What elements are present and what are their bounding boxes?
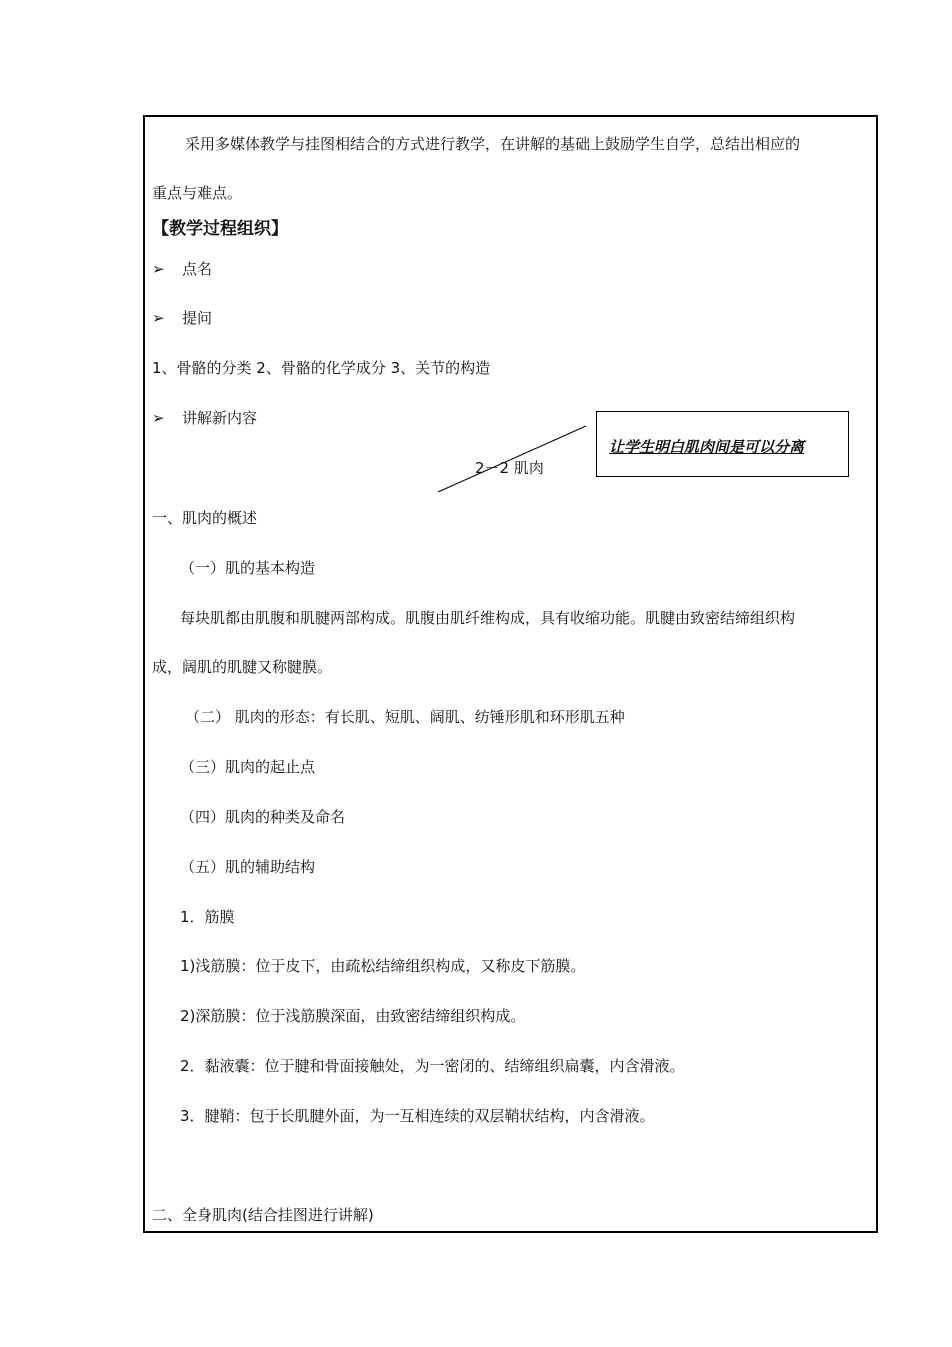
bullet-new-content: [152, 408, 257, 428]
bullet-label: 点名: [182, 260, 213, 278]
item-3: 3．腱鞘：包于长肌腱外面，为一互相连续的双层鞘状结构，内含滑液。: [180, 1107, 655, 1125]
intro-line-2: 重点与难点。: [152, 184, 243, 202]
arrow-bullet-icon: ➢: [152, 260, 165, 278]
item-1a: 1)浅筋膜：位于皮下，由疏松结缔组织构成，又称皮下筋膜。: [180, 957, 586, 975]
overview-heading: 一、肌肉的概述: [152, 509, 258, 527]
section-title: 【教学过程组织】: [152, 219, 288, 239]
whole-body-heading: 二、全身肌肉(结合挂图进行讲解): [152, 1206, 374, 1224]
arrow-bullet-icon: ➢: [152, 409, 165, 427]
review-items: 1、骨骼的分类 2、骨骼的化学成分 3、关节的构造: [152, 359, 491, 377]
bullet-question: [152, 308, 212, 328]
bullet-label: 提问: [182, 309, 213, 327]
paragraph-1-line-1: 每块肌都由肌腹和肌腱两部构成。肌腹由肌纤维构成，具有收缩功能。肌腱由致密结缔组织构: [180, 609, 796, 627]
callout-text: 让学生明白肌肉间是可以分离: [609, 438, 805, 456]
sub-heading-1: （一）肌的基本构造: [180, 559, 316, 577]
callout-box: [596, 411, 849, 477]
sub-heading-2: （二） 肌肉的形态：有长肌、短肌、阔肌、纺锤形肌和环形肌五种: [185, 708, 625, 726]
bullet-roll-call: [152, 259, 212, 279]
intro-line-1: 采用多媒体教学与挂图相结合的方式进行教学，在讲解的基础上鼓励学生自学，总结出相应的: [185, 135, 801, 153]
sub-heading-5: （五）肌的辅助结构: [180, 858, 316, 876]
bullet-label: 讲解新内容: [182, 409, 258, 427]
item-1: 1．筋膜: [180, 908, 235, 926]
paragraph-1-line-2: 成，阔肌的肌腱又称腱膜。: [152, 658, 333, 676]
arrow-bullet-icon: ➢: [152, 309, 165, 327]
item-2: 2．黏液囊：位于腱和骨面接触处，为一密闭的、结缔组织扁囊，内含滑液。: [180, 1057, 685, 1075]
chapter-title: 2－2 肌肉: [475, 459, 544, 477]
item-1b: 2)深筋膜：位于浅筋膜深面，由致密结缔组织构成。: [180, 1007, 526, 1025]
sub-heading-4: （四）肌肉的种类及命名: [180, 808, 346, 826]
sub-heading-3: （三）肌肉的起止点: [180, 758, 316, 776]
